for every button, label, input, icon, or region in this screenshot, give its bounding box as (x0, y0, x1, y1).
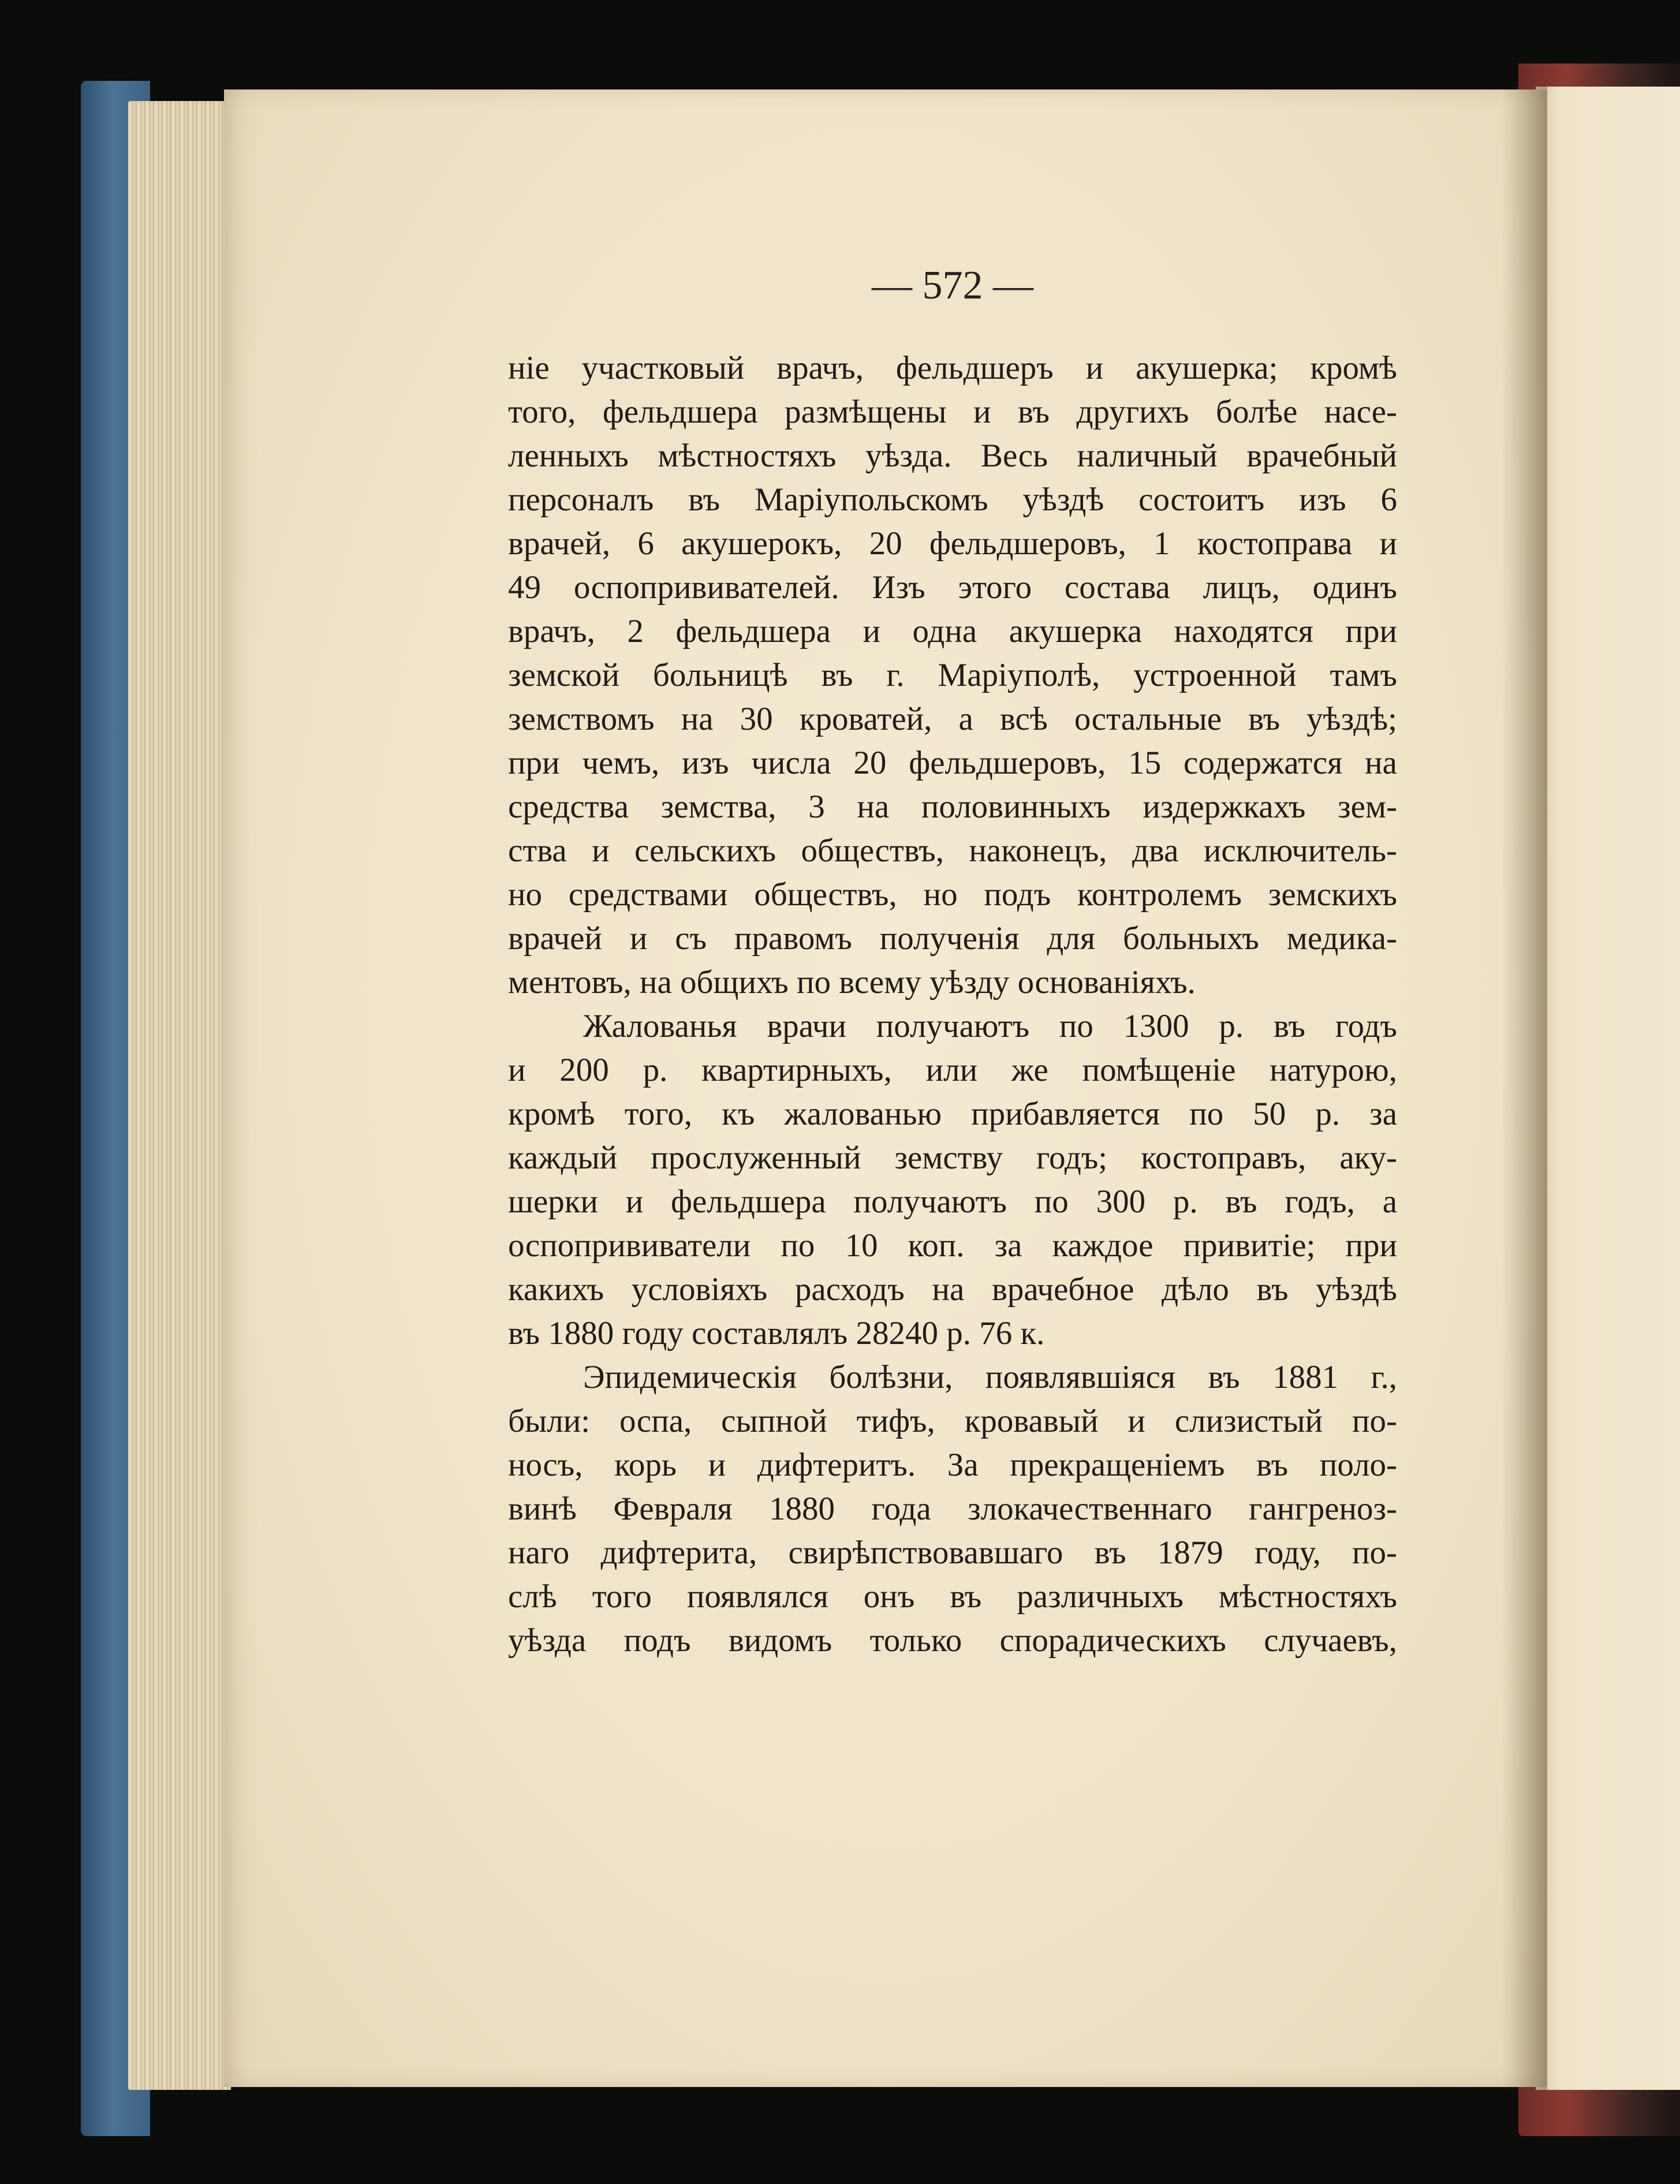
text-line: каждый прослуженный земству годъ; костоправъ, аку- (508, 1140, 1397, 1176)
text-line: персоналъ въ Маріупольскомъ уѣздѣ состоитъ изъ 6 (508, 481, 1397, 518)
text-line: но средствами обществъ, но подъ контролемъ земскихъ (508, 876, 1397, 913)
text-line: Эпидемическія болѣзни, появлявшіяся въ 1881 г., (583, 1359, 1397, 1395)
text-line: ментовъ, на общихъ по всему уѣзду основаніяхъ. (508, 964, 1196, 1000)
text-line: носъ, корь и дифтеритъ. За прекращеніемъ въ поло- (508, 1447, 1397, 1483)
text-line: шерки и фельдшера получаютъ по 300 р. въ годъ, а (508, 1184, 1397, 1220)
text-line: ніе участковый врачъ, фельдшеръ и акушерка; кромѣ (508, 350, 1397, 386)
text-line: кромѣ того, къ жалованью прибавляется по 50 р. за (508, 1096, 1397, 1132)
text-line: были: оспа, сыпной тифъ, кровавый и слизистый по- (508, 1403, 1397, 1439)
text-line: врачей, 6 акушерокъ, 20 фельдшеровъ, 1 костоправа и (508, 525, 1397, 562)
text-line: врачъ, 2 фельдшера и одна акушерка находятся при (508, 613, 1397, 649)
text-line: слѣ того появлялся онъ въ различныхъ мѣстностяхъ (508, 1578, 1397, 1615)
text-line: земской больницѣ въ г. Маріуполѣ, устроенной тамъ (508, 657, 1397, 693)
text-line: средства земства, 3 на половинныхъ издержкахъ зем- (508, 789, 1397, 825)
text-block (508, 346, 1397, 1663)
text-line: земствомъ на 30 кроватей, а всѣ остальные въ уѣздѣ; (508, 701, 1397, 737)
text-line: 49 оспопрививателей. Изъ этого состава лицъ, одинъ (508, 569, 1397, 606)
text-line: того, фельдшера размѣщены и въ другихъ болѣе насе- (508, 394, 1397, 430)
gutter-shadow (1501, 87, 1547, 2090)
text-line: ства и сельскихъ обществъ, наконецъ, два исключитель- (508, 832, 1397, 869)
page-number: — 572 — (872, 263, 1033, 308)
text-line: уѣзда подъ видомъ только спорадическихъ случаевъ, (508, 1622, 1397, 1659)
text-line: ленныхъ мѣстностяхъ уѣзда. Весь наличный врачебный (508, 438, 1397, 474)
text-line: винѣ Февраля 1880 года злокачественнаго гангреноз- (508, 1491, 1397, 1527)
text-line: въ 1880 году составлялъ 28240 р. 76 к. (508, 1315, 1045, 1352)
text-line: Жалованья врачи получаютъ по 1300 р. въ годъ (583, 1008, 1397, 1044)
text-line: наго дифтерита, свирѣпствовавшаго въ 1879 году, по- (508, 1535, 1397, 1571)
facing-page (1536, 87, 1680, 2090)
text-line: и 200 р. квартирныхъ, или же помѣщеніе натурою, (508, 1052, 1397, 1088)
text-line: оспопрививатели по 10 коп. за каждое привитіе; при (508, 1227, 1397, 1264)
text-line: врачей и съ правомъ полученія для больныхъ медика- (508, 920, 1397, 957)
text-line: при чемъ, изъ числа 20 фельдшеровъ, 15 содержатся на (508, 745, 1397, 781)
text-line: какихъ условіяхъ расходъ на врачебное дѣло въ уѣздѣ (508, 1271, 1397, 1308)
page-edges (128, 101, 231, 2090)
